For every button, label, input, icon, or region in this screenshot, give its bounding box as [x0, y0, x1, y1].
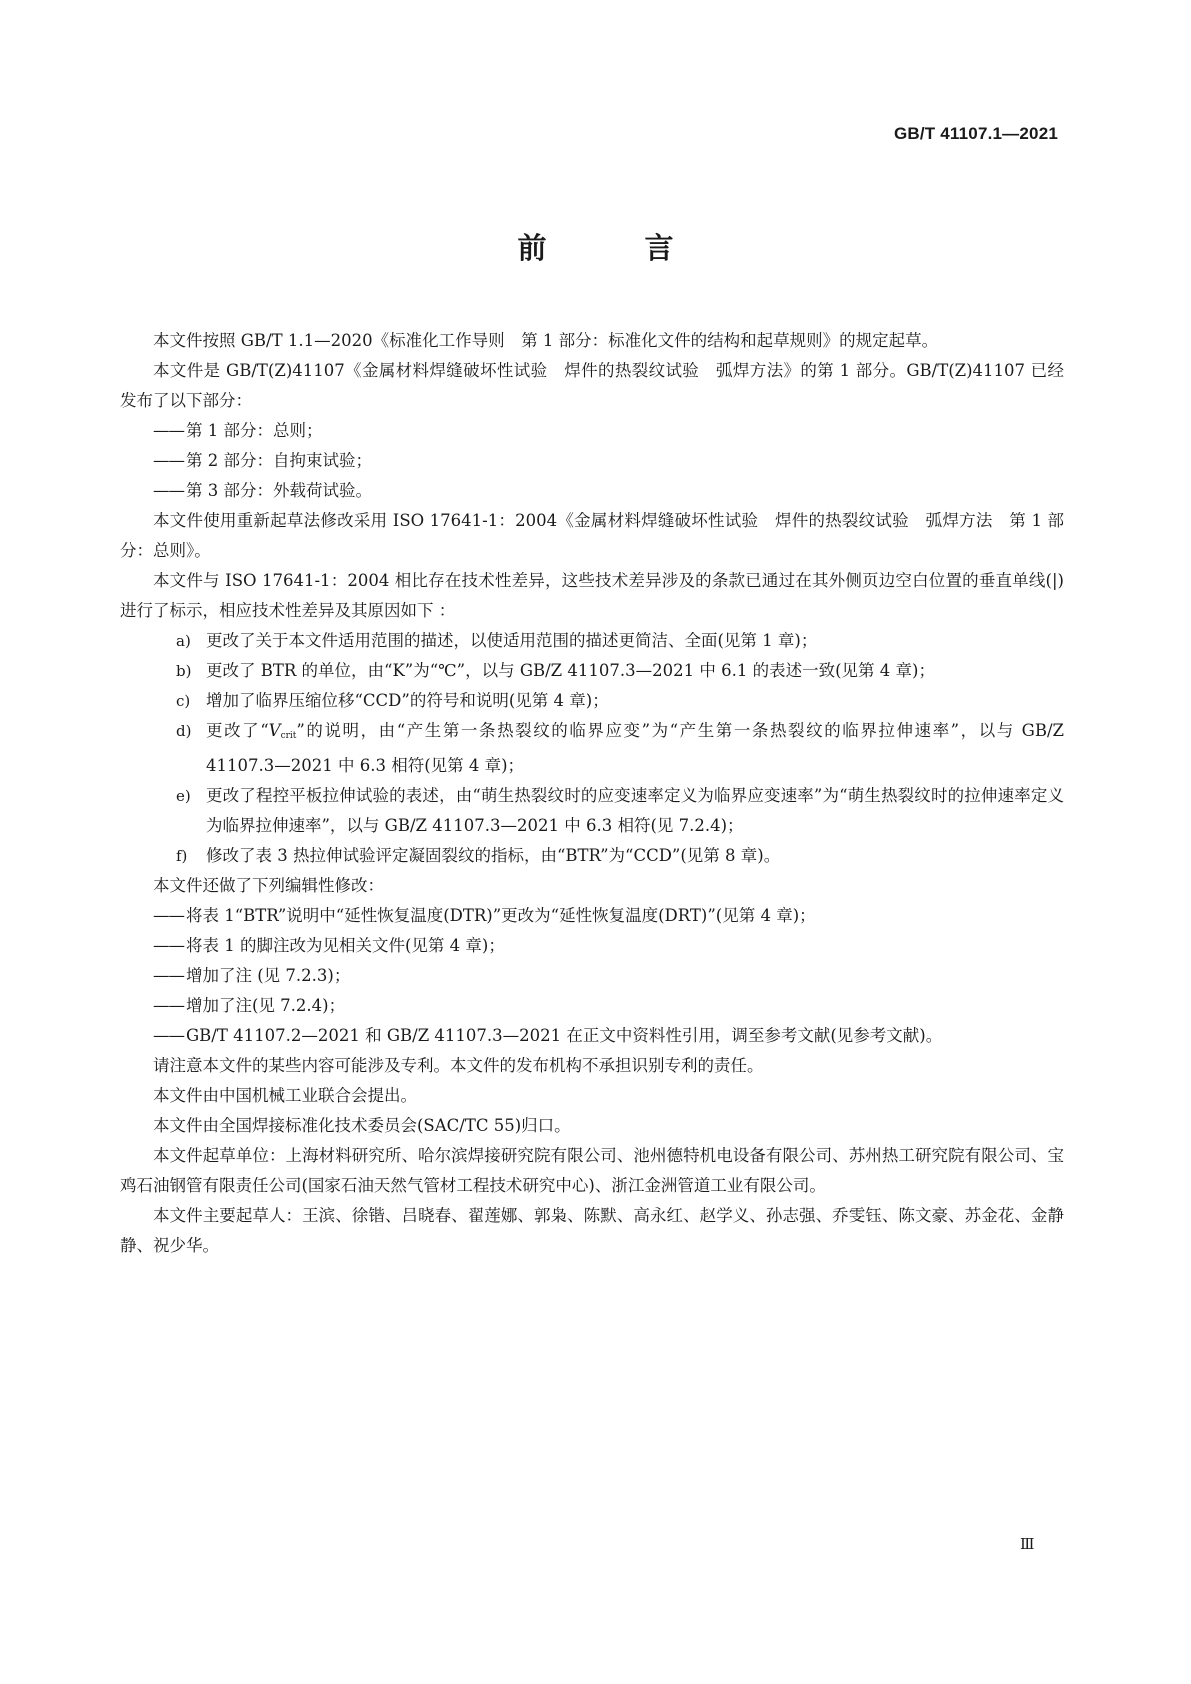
- dash-mark: ——: [153, 996, 184, 1015]
- document-body: [120, 326, 1064, 1261]
- list-item-part: —— 第 3 部分：外载荷试验。: [153, 476, 1064, 506]
- dash-mark: ——: [153, 966, 184, 985]
- dash-mark: ——: [153, 906, 184, 925]
- item-label: d): [176, 722, 192, 740]
- item-label: a): [176, 632, 191, 650]
- list-item-difference: b) 更改了 BTR 的单位，由“K”为“℃”，以与 GB/Z 41107.3—2021 中 6.1 的表述一致(见第 4 章)；: [120, 656, 1064, 686]
- item-label: c): [176, 692, 191, 710]
- page-title: 前 言: [517, 231, 718, 265]
- paragraph-differences: 本文件与 ISO 17641-1：2004 相比存在技术性差异，这些技术差异涉及的条款已通过在其外侧页边空白位置的垂直单线(|)进行了标示，相应技术性差异及其原因如下 ：: [120, 571, 1064, 620]
- paragraph-patent-notice: 请注意本文件的某些内容可能涉及专利。本文件的发布机构不承担识别专利的责任。: [153, 1056, 764, 1075]
- list-item-difference: c) 增加了临界压缩位移“CCD”的符号和说明(见第 4 章)；: [120, 686, 1064, 716]
- paragraph-committee: 本文件由全国焊接标准化技术委员会(SAC/TC 55)归口。: [153, 1116, 571, 1135]
- dash-mark: ——: [153, 1026, 184, 1045]
- list-item-difference: f) 修改了表 3 热拉伸试验评定凝固裂纹的指标，由“BTR”为“CCD”(见第 8 章)。: [120, 841, 1064, 871]
- dash-mark: ——: [153, 936, 184, 955]
- list-item-difference: d) 更改了“$V_{crit}$”的说明，由“产生第一条热裂纹的临界应变”为“产生第一条热裂纹的临界拉伸速率”，以与 GB/Z 41107.3—2021 中 6.3 相符(见第 4 章)；: [120, 716, 1064, 781]
- paragraph-drafting-units: 本文件起草单位：上海材料研究所、哈尔滨焊接研究院有限公司、池州德特机电设备有限公司、苏州热工研究院有限公司、宝鸡石油钢管有限责任公司(国家石油天然气管材工程技术研究中心)、浙江金洲管道工业有限公司。: [120, 1146, 1064, 1195]
- dash-mark: ——: [153, 421, 184, 440]
- item-label: f): [176, 847, 188, 865]
- list-item-edit: —— 将表 1 的脚注改为见相关文件(见第 4 章)；: [153, 931, 1064, 961]
- paragraph-adoption: 本文件使用重新起草法修改采用 ISO 17641-1：2004《金属材料焊缝破坏性试验 焊件的热裂纹试验 弧焊方法 第 1 部分：总则》。: [120, 511, 1064, 560]
- paragraph-proposer: 本文件由中国机械工业联合会提出。: [153, 1086, 417, 1105]
- list-item-edit: —— 增加了注(见 7.2.4)；: [153, 991, 1064, 1021]
- list-item-difference: a) 更改了关于本文件适用范围的描述，以使适用范围的描述更简洁、全面(见第 1 章)；: [120, 626, 1064, 656]
- dash-mark: ——: [153, 451, 184, 470]
- list-item-part: —— 第 2 部分：自拘束试验；: [153, 446, 1064, 476]
- paragraph-drafters: 本文件主要起草人：王滨、徐锴、吕晓春、翟莲娜、郭枭、陈默、高永红、赵学义、孙志强、乔雯钰、陈文豪、苏金花、金静静、祝少华。: [120, 1206, 1064, 1255]
- paragraph-drafting-rules: 本文件按照 GB/T 1.1—2020《标准化工作导则 第 1 部分：标准化文件的结构和起草规则》的规定起草。: [153, 331, 939, 350]
- list-item-part: —— 第 1 部分：总则；: [153, 416, 1064, 446]
- standard-code-header: GB/T 41107.1—2021: [893, 124, 1058, 143]
- dash-mark: ——: [153, 481, 184, 500]
- list-item-edit: —— 将表 1“BTR”说明中“延性恢复温度(DTR)”更改为“延性恢复温度(DRT)”(见第 4 章)；: [153, 901, 1064, 931]
- list-item-edit: —— GB/T 41107.2—2021 和 GB/Z 41107.3—2021 在正文中资料性引用，调至参考文献(见参考文献)。: [153, 1021, 1064, 1051]
- page-number: Ⅲ: [1020, 1535, 1035, 1553]
- list-item-edit: —— 增加了注 (见 7.2.3)；: [153, 961, 1064, 991]
- symbol-subscript: crit: [280, 731, 297, 741]
- symbol-v: V: [268, 721, 281, 740]
- list-item-difference: e) 更改了程控平板拉伸试验的表述，由“萌生热裂纹时的应变速率定义为临界应变速率”为“萌生热裂纹时的拉伸速率定义为临界拉伸速率”，以与 GB/Z 41107.3—2021 中 6.3 相符(见 7.2.4)；: [120, 781, 1064, 841]
- item-label: b): [176, 662, 192, 680]
- paragraph-editorial-intro: 本文件还做了下列编辑性修改：: [153, 876, 384, 895]
- paragraph-series-intro: 本文件是 GB/T(Z)41107《金属材料焊缝破坏性试验 焊件的热裂纹试验 弧焊方法》的第 1 部分。GB/T(Z)41107 已经发布了以下部分：: [120, 361, 1064, 410]
- item-label: e): [176, 787, 191, 805]
